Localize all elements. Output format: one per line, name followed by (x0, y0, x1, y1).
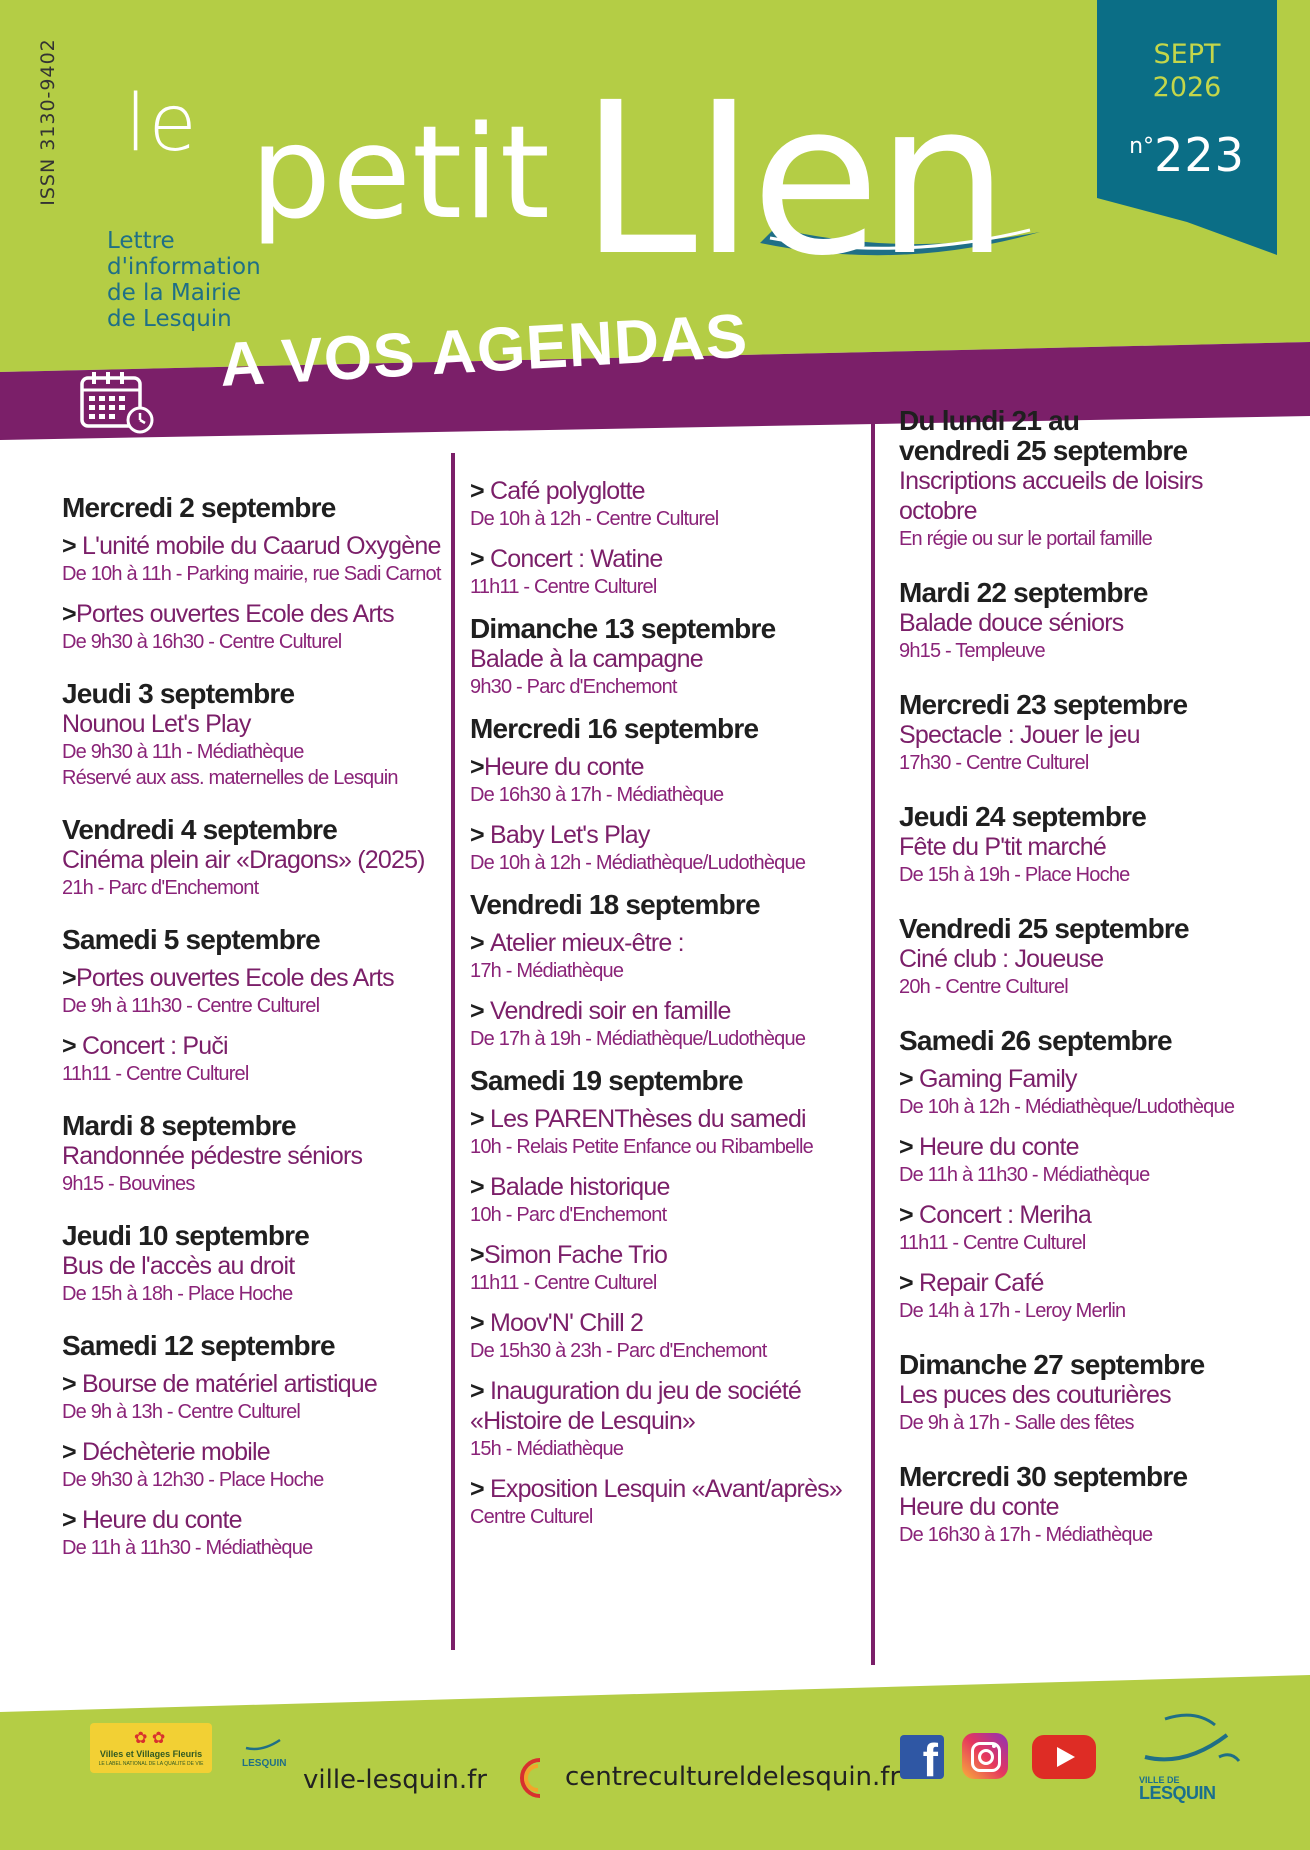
event-details: De 9h à 11h30 - Centre Culturel (62, 995, 320, 1017)
agenda-event-title (470, 752, 870, 782)
chevron-right-icon: > (470, 477, 484, 505)
agenda-event-title (899, 832, 1279, 862)
day-heading: Vendredi 25 septembre (899, 913, 1189, 944)
chevron-right-icon: > (62, 1032, 76, 1060)
agenda-day (62, 679, 452, 791)
day-heading: Dimanche 13 septembre (470, 613, 776, 644)
agenda-event-title (470, 476, 870, 506)
event-name: Repair Café (919, 1269, 1044, 1297)
agenda-day (470, 890, 870, 1052)
agenda-column-2 (470, 476, 870, 1530)
newsletter-tagline: Lettre d'information de la Mairie de Lesquin (107, 228, 261, 332)
agenda-event-title (470, 1104, 870, 1134)
event-details: Centre Culturel (470, 1506, 593, 1528)
day-heading: Samedi 12 septembre (62, 1330, 335, 1361)
day-heading: Jeudi 24 septembre (899, 801, 1147, 832)
event-details: 9h30 - Parc d'Enchemont (470, 676, 677, 698)
event-name: Inscriptions accueils de loisirs (899, 467, 1203, 495)
agenda-day (899, 578, 1279, 664)
chevron-right-icon: > (899, 1269, 913, 1297)
villes-villages-fleuris-logo: ✿ ✿ Villes et Villages Fleuris LE LABEL NATIONAL DE LA QUALITÉ DE VIE (90, 1723, 212, 1773)
agenda-day (62, 925, 452, 1087)
agenda-day (470, 614, 870, 700)
agenda-day (899, 406, 1279, 552)
day-heading: Samedi 5 septembre (62, 924, 320, 955)
event-details: De 15h à 18h - Place Hoche (62, 1283, 293, 1305)
event-name: Heure du conte (484, 753, 644, 781)
agenda-event-title (62, 599, 452, 629)
event-name: Heure du conte (919, 1133, 1079, 1161)
event-name: L'unité mobile du Caarud Oxygène (82, 532, 441, 560)
agenda-event-title (899, 720, 1279, 750)
event-details: De 10h à 11h - Parking mairie, rue Sadi Carnot (62, 563, 441, 585)
chevron-right-icon: > (62, 1370, 76, 1398)
event-details: En régie ou sur le portail famille (899, 528, 1152, 550)
event-details: 11h11 - Centre Culturel (470, 576, 657, 598)
agenda-event-title (470, 820, 870, 850)
day-heading: Vendredi 4 septembre (62, 814, 338, 845)
event-details: De 10h à 12h - Médiathèque/Ludothèque (470, 852, 806, 874)
agenda-day (899, 914, 1279, 1000)
agenda-day (899, 1026, 1279, 1324)
event-details: De 9h à 17h - Salle des fêtes (899, 1412, 1134, 1434)
agenda-event-title (899, 1380, 1279, 1410)
section-title: A VOS AGENDAS (218, 301, 750, 401)
agenda-day (899, 1350, 1279, 1436)
agenda-event-title (470, 644, 870, 674)
chevron-right-icon: > (470, 1309, 484, 1337)
event-details: 21h - Parc d'Enchemont (62, 877, 259, 899)
agenda-event-title (470, 1376, 870, 1406)
event-name: Heure du conte (899, 1493, 1059, 1521)
event-details: Réservé aux ass. maternelles de Lesquin (62, 767, 398, 789)
agenda-event-title (470, 544, 870, 574)
day-heading: Mercredi 23 septembre (899, 689, 1188, 720)
flowers-icon: ✿ ✿ (134, 1730, 166, 1747)
chevron-right-icon: > (470, 821, 484, 849)
agenda-column-3 (899, 406, 1279, 1548)
event-name: Bourse de matériel artistique (82, 1370, 378, 1398)
chevron-right-icon: > (62, 1506, 76, 1534)
event-details: De 11h à 11h30 - Médiathèque (899, 1164, 1150, 1186)
event-name: Heure du conte (82, 1506, 242, 1534)
event-details: De 16h30 à 17h - Médiathèque (470, 784, 724, 806)
day-heading: Dimanche 27 septembre (899, 1349, 1205, 1380)
ville-de-lesquin-logo: VILLE DE LESQUIN (1135, 1705, 1245, 1805)
logo-word-le: le (125, 79, 199, 169)
event-name: Café polyglotte (490, 477, 645, 505)
event-details: 11h11 - Centre Culturel (899, 1232, 1086, 1254)
event-details: 20h - Centre Culturel (899, 976, 1068, 998)
day-heading: Samedi 19 septembre (470, 1065, 743, 1096)
event-details: De 15h à 19h - Place Hoche (899, 864, 1130, 886)
chevron-right-icon: > (470, 1173, 484, 1201)
agenda-event-title (899, 1268, 1279, 1298)
event-name: Fête du P'tit marché (899, 833, 1106, 861)
agenda-event-title (470, 1240, 870, 1270)
event-details: De 14h à 17h - Leroy Merlin (899, 1300, 1126, 1322)
chevron-right-icon: > (62, 964, 76, 992)
event-name: Vendredi soir en famille (490, 997, 731, 1025)
issn-label: ISSN 3130-9402 (37, 38, 59, 206)
event-details: De 16h30 à 17h - Médiathèque (899, 1524, 1153, 1546)
logo-word-lien: LIen (580, 57, 1006, 302)
calendar-icon (78, 370, 156, 436)
agenda-event-title (62, 531, 452, 561)
agenda-event-title (62, 845, 452, 875)
event-details: De 11h à 11h30 - Médiathèque (62, 1537, 313, 1559)
agenda-event-title (62, 1437, 452, 1467)
agenda-event-title (899, 1492, 1279, 1522)
event-details: De 15h30 à 23h - Parc d'Enchemont (470, 1340, 767, 1362)
day-heading: Mercredi 16 septembre (470, 713, 759, 744)
event-details: De 10h à 12h - Médiathèque/Ludothèque (899, 1096, 1235, 1118)
event-details: 10h - Parc d'Enchemont (470, 1204, 667, 1226)
chevron-right-icon: > (62, 600, 76, 628)
svg-text:LESQUIN: LESQUIN (242, 1758, 287, 1769)
event-name: Simon Fache Trio (484, 1241, 668, 1269)
event-details: De 10h à 12h - Centre Culturel (470, 508, 719, 530)
event-name: Balade à la campagne (470, 645, 703, 673)
chevron-right-icon: > (470, 997, 484, 1025)
agenda-event-title (62, 709, 452, 739)
event-name: Spectacle : Jouer le jeu (899, 721, 1140, 749)
event-name: Ciné club : Joueuse (899, 945, 1104, 973)
agenda-event-title (899, 1064, 1279, 1094)
event-details: 10h - Relais Petite Enfance ou Ribambelle (470, 1136, 813, 1158)
agenda-event-title (899, 944, 1279, 974)
centre-culturel-website-link[interactable]: centreculturel​delesquin.fr (565, 1762, 901, 1792)
event-name: Concert : Puči (82, 1032, 228, 1060)
event-details: 9h15 - Templeuve (899, 640, 1045, 662)
agenda-day (470, 714, 870, 876)
event-name: Balade douce séniors (899, 609, 1124, 637)
agenda-event-title (470, 996, 870, 1026)
event-details: De 17h à 19h - Médiathèque/Ludothèque (470, 1028, 806, 1050)
day-heading: Mercredi 2 septembre (62, 492, 336, 523)
agenda-day (62, 1331, 452, 1561)
agenda-event-title (62, 1369, 452, 1399)
event-details: 11h11 - Centre Culturel (62, 1063, 249, 1085)
chevron-right-icon: > (899, 1133, 913, 1161)
agenda-event-title (899, 1132, 1279, 1162)
agenda-event-title-cont: «Histoire de Lesquin» (470, 1407, 696, 1435)
day-heading: vendredi 25 septembre (899, 435, 1188, 466)
event-details: De 9h30 à 12h30 - Place Hoche (62, 1469, 324, 1491)
chevron-right-icon: > (470, 1475, 484, 1503)
day-heading: Samedi 26 septembre (899, 1025, 1172, 1056)
event-name: Concert : Meriha (919, 1201, 1091, 1229)
event-details: 11h11 - Centre Culturel (470, 1272, 657, 1294)
chevron-right-icon: > (470, 1377, 484, 1405)
event-name: Portes ouvertes Ecole des Arts (76, 964, 394, 992)
agenda-day (62, 815, 452, 901)
chevron-right-icon: > (470, 1105, 484, 1133)
column-divider-2 (871, 420, 875, 1665)
event-name: Atelier mieux-être : (490, 929, 684, 957)
chevron-right-icon: > (470, 545, 484, 573)
facebook-icon[interactable]: f (900, 1735, 944, 1779)
event-name: Gaming Family (919, 1065, 1077, 1093)
agenda-event-title (62, 1141, 452, 1171)
chevron-right-icon: > (62, 532, 76, 560)
agenda-event-title (62, 1505, 452, 1535)
agenda-day (470, 476, 870, 600)
chevron-right-icon: > (470, 753, 484, 781)
event-name: Bus de l'accès au droit (62, 1252, 295, 1280)
event-details: 17h30 - Centre Culturel (899, 752, 1089, 774)
agenda-event-title (470, 1474, 870, 1504)
event-details: 17h - Médiathèque (470, 960, 624, 982)
day-heading: Mercredi 30 septembre (899, 1461, 1188, 1492)
chevron-right-icon: > (899, 1065, 913, 1093)
agenda-day (899, 1462, 1279, 1548)
day-heading: Vendredi 18 septembre (470, 889, 760, 920)
agenda-day (899, 802, 1279, 888)
agenda-event-title (62, 1251, 452, 1281)
event-name: Déchèterie mobile (82, 1438, 270, 1466)
agenda-event-title (62, 1031, 452, 1061)
day-heading: Du lundi 21 au (899, 405, 1080, 436)
event-name: Concert : Watine (490, 545, 663, 573)
agenda-event-title (62, 963, 452, 993)
agenda-event-title (899, 608, 1279, 638)
chevron-right-icon: > (470, 929, 484, 957)
event-name: Cinéma plein air «Dragons» (2025) (62, 846, 425, 874)
day-heading: Mardi 22 septembre (899, 577, 1148, 608)
agenda-day (62, 493, 452, 655)
agenda-event-title-cont: octobre (899, 497, 977, 525)
agenda-day (62, 1221, 452, 1307)
agenda-event-title (899, 1200, 1279, 1230)
event-name: Les puces des couturières (899, 1381, 1171, 1409)
event-name: Moov'N' Chill 2 (490, 1309, 644, 1337)
website-link[interactable]: ville-lesquin.fr (303, 1765, 487, 1795)
chevron-right-icon: > (62, 1438, 76, 1466)
agenda-day (62, 1111, 452, 1197)
event-name: Exposition Lesquin «Avant/après» (490, 1475, 842, 1503)
chevron-right-icon: > (899, 1201, 913, 1229)
event-name: Nounou Let's Play (62, 710, 251, 738)
event-details: De 9h30 à 11h - Médiathèque (62, 741, 304, 763)
day-heading: Mardi 8 septembre (62, 1110, 296, 1141)
event-details: 15h - Médiathèque (470, 1438, 624, 1460)
logo-word-petit: petit (250, 99, 551, 248)
event-name: Randonnée pédestre séniors (62, 1142, 363, 1170)
event-details: De 9h à 13h - Centre Culturel (62, 1401, 301, 1423)
footer (0, 1700, 1310, 1850)
event-name: Les PARENThèses du samedi (490, 1105, 806, 1133)
day-heading: Jeudi 3 septembre (62, 678, 295, 709)
event-name: Baby Let's Play (490, 821, 650, 849)
agenda-column-1 (62, 493, 452, 1561)
agenda-day (899, 690, 1279, 776)
agenda-event-title (470, 928, 870, 958)
issue-date: SEPT 2026 (1152, 39, 1222, 103)
event-details: De 9h30 à 16h30 - Centre Culturel (62, 631, 342, 653)
newsletter-logo (125, 57, 1075, 302)
issue-number: n°223 (1129, 128, 1245, 182)
issue-badge (1097, 0, 1277, 255)
agenda-day (470, 1066, 870, 1530)
event-name: Inauguration du jeu de société (490, 1377, 801, 1405)
event-name: Portes ouvertes Ecole des Arts (76, 600, 394, 628)
day-heading: Jeudi 10 septembre (62, 1220, 310, 1251)
agenda-event-title (899, 466, 1279, 496)
event-details: 9h15 - Bouvines (62, 1173, 195, 1195)
agenda-event-title (470, 1172, 870, 1202)
agenda-event-title (470, 1308, 870, 1338)
chevron-right-icon: > (470, 1241, 484, 1269)
event-name: Balade historique (490, 1173, 670, 1201)
